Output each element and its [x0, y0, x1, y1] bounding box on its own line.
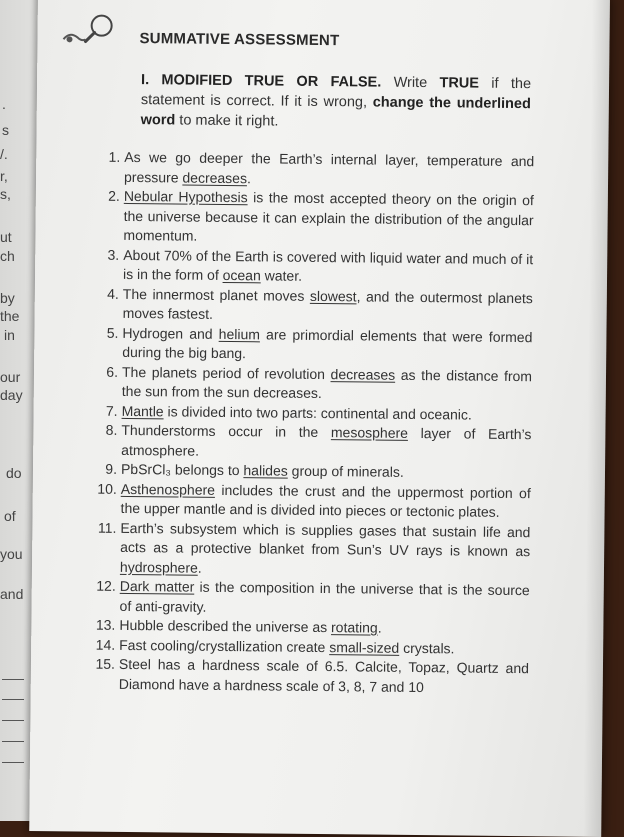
underlined-word: decreases [182, 169, 247, 186]
question-text: . [247, 170, 251, 186]
left-page-fragment: of [4, 508, 16, 524]
question-text: About 70% of the Earth is covered with liquid water and much of it is in the form of [123, 246, 533, 283]
question-item [84, 518, 531, 581]
question-text: layer of Earth’s atmosphere. [121, 425, 531, 458]
left-page-fragment: ut [0, 229, 12, 245]
left-page-fragment: /. [0, 146, 8, 162]
question-text: as the distance from the sun from the sun decreases. [122, 366, 532, 401]
answer-blank [2, 720, 24, 721]
underlined-word: hydrosphere [120, 558, 198, 575]
underlined-word: Nebular Hypothesis [124, 188, 248, 205]
question-text: Hubble described the universe as [119, 617, 331, 635]
left-page-fragment: ch [0, 248, 15, 264]
underlined-word: mesosphere [331, 424, 408, 441]
instruction-change: change the underlined word [141, 95, 531, 129]
question-text: Steel has a hardness scale of 6.5. Calcite, Topaz, Quartz and Diamond have a hardness scale of 3, 8, 7 and 10 [119, 656, 529, 695]
question-text: group of minerals. [288, 463, 404, 480]
question-number: 10. [85, 479, 117, 499]
left-page-fragment: day [0, 387, 23, 403]
question-number: 3. [87, 245, 119, 265]
left-page-fragment: r, [0, 168, 8, 184]
underlined-word: halides [243, 462, 288, 478]
question-item [86, 323, 532, 367]
question-text: The planets period of revolution [122, 363, 331, 381]
question-list [83, 148, 535, 699]
question-number: 5. [86, 323, 118, 343]
question-text: water. [261, 267, 302, 283]
question-text: Hydrogen and [122, 324, 218, 341]
question-item [88, 148, 534, 192]
left-page-fragment: you [0, 546, 23, 562]
instruction-text: Write [394, 75, 428, 91]
question-item [84, 479, 530, 523]
left-page-fragment: in [4, 327, 15, 343]
page-title: SUMMATIVE ASSESSMENT [139, 30, 339, 49]
left-page-fragment: s, [0, 186, 11, 202]
question-text: crystals. [399, 639, 454, 656]
underlined-word: slowest [310, 287, 357, 303]
left-page-fragment: . [2, 96, 6, 112]
question-text: is the composition in the universe that is the source of anti-gravity. [120, 579, 530, 615]
left-page-fragment: s [2, 122, 9, 138]
answer-blank [2, 741, 24, 742]
question-item [87, 284, 533, 328]
left-page-fragment: the [0, 308, 19, 324]
answer-blank [2, 699, 24, 700]
underlined-word: decreases [331, 366, 396, 383]
question-number: 13. [83, 616, 115, 636]
question-item [87, 245, 533, 289]
answer-blank [2, 679, 24, 680]
question-number: 12. [84, 577, 116, 597]
question-number: 11. [84, 518, 116, 538]
question-number: 8. [85, 421, 117, 441]
page-edge-shadow [583, 0, 610, 837]
left-page-fragment: our [0, 369, 20, 385]
question-text: As we go deeper the Earth’s internal layer, temperature and pressure [124, 149, 534, 185]
underlined-word: small-sized [329, 639, 399, 656]
instruction-true: TRUE [439, 75, 479, 91]
instruction-text: to make it right. [179, 112, 278, 129]
section-label: I. MODIFIED TRUE OR FALSE. [141, 72, 381, 91]
left-page-fragment: do [6, 465, 22, 481]
worksheet-page [29, 0, 610, 837]
question-text: Fast cooling/crystallization create [119, 636, 329, 654]
question-item [83, 577, 529, 621]
instruction-text: if the statement is correct. If it is wrong, [141, 76, 531, 111]
magnifying-glass-icon [55, 9, 119, 52]
question-text: PbSrCl₃ belongs to [121, 461, 244, 478]
question-item [86, 362, 532, 406]
underlined-word: Asthenosphere [121, 480, 215, 497]
answer-blank [2, 762, 24, 763]
left-page-fragment: and [0, 586, 23, 602]
left-page-fragment: by [0, 290, 15, 306]
underlined-word: rotating [331, 619, 378, 635]
question-number: 2. [88, 187, 120, 207]
question-text: Earth’s subsystem which is supplies gases that sustain life and acts as a protective blanket from Sun’s UV rays is known as [120, 519, 530, 559]
question-item [87, 187, 534, 250]
question-text: . [198, 559, 202, 575]
question-number: 9. [85, 460, 117, 480]
question-text: The innermost planet moves [123, 285, 310, 303]
question-number: 14. [83, 635, 115, 655]
question-number: 15. [83, 655, 115, 675]
question-text: is the most accepted theory on the origin of the universe because it can explain the distribution of the angular momentum. [123, 189, 534, 243]
question-number: 1. [88, 148, 120, 168]
question-text: includes the crust and the uppermost portion of the upper mantle and is divided into pieces or tectonic plates. [121, 481, 531, 519]
question-text: , and the outermost planets moves fastest. [123, 288, 533, 322]
underlined-word: Mantle [122, 402, 164, 418]
underlined-word: ocean [223, 267, 261, 283]
question-number: 7. [86, 401, 118, 421]
underlined-word: helium [219, 325, 260, 341]
question-number: 4. [87, 284, 119, 304]
question-number: 6. [86, 362, 118, 382]
question-text: Thunderstorms occur in the [121, 422, 331, 440]
instructions [141, 70, 532, 134]
question-item [83, 655, 529, 699]
underlined-word: Dark matter [120, 578, 195, 595]
question-text: are primordial elements that were formed during the big bang. [122, 326, 532, 361]
question-item [85, 421, 531, 465]
question-text: . [378, 620, 382, 636]
question-text: is divided into two parts: continental and oceanic. [164, 403, 472, 422]
